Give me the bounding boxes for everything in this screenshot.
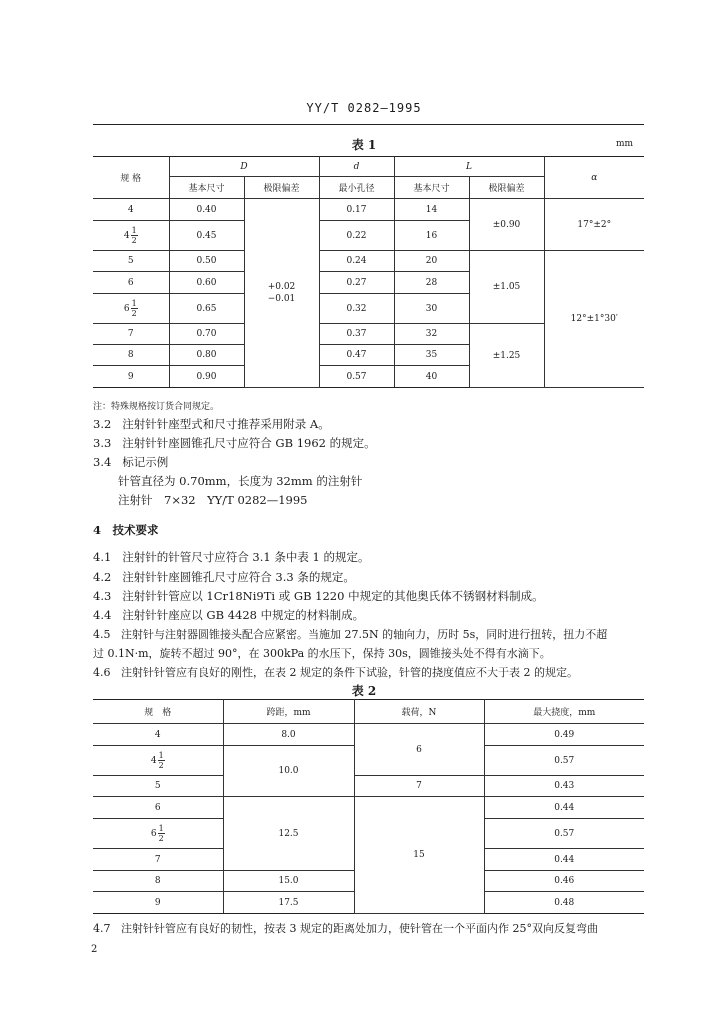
table2-header-spec: 规 格 <box>93 700 223 724</box>
table1-L-cell: 35 <box>394 345 469 366</box>
fraction-numerator: 1 <box>131 226 137 235</box>
table1-L-cell: 14 <box>394 199 469 221</box>
table1-header-d: d <box>319 157 394 177</box>
table1-d-cell: 0.24 <box>319 251 394 272</box>
table2-spec-cell: 5 <box>93 776 223 797</box>
clause-number: 3.4 <box>93 455 112 469</box>
table-row <box>93 776 644 797</box>
table1-header-d-min: 最小孔径 <box>319 177 394 199</box>
fraction-denominator: 2 <box>131 236 137 245</box>
table1-header-L: L <box>394 157 544 177</box>
clause-text: 注射针针管应以 1Cr18Ni9Ti 或 GB 1220 中规定的其他奥氏体不锈钢材料制成。 <box>122 589 544 603</box>
table2-spec-cell: 8 <box>93 871 223 892</box>
fraction-denominator: 2 <box>131 309 137 318</box>
table1-d-cell: 0.22 <box>319 221 394 251</box>
fraction-numerator: 1 <box>131 299 137 308</box>
table2-load-cell: 6 <box>354 724 484 776</box>
table-row <box>93 724 644 746</box>
page-number: 2 <box>91 944 98 955</box>
table-2 <box>93 699 644 914</box>
table2-span-cell: 12.5 <box>223 797 354 871</box>
spec-whole: 6 <box>123 304 130 314</box>
table2-header-span: 跨距，mm <box>223 700 354 724</box>
table1-D-cell: 0.65 <box>169 294 244 324</box>
table1-d-cell: 0.37 <box>319 324 394 345</box>
clause-text: 注射针针座型式和尺寸推荐采用附录 A。 <box>122 417 330 431</box>
clause-text: 注射针针管应有良好的刚性，在表 2 规定的条件下试验，针管的挠度值应不大于表 2 的规定。 <box>121 666 578 679</box>
table1-L-cell: 40 <box>394 366 469 388</box>
spec-whole: 6 <box>150 829 157 839</box>
table2-spec-cell <box>93 746 223 776</box>
table1-d-cell: 0.27 <box>319 272 394 294</box>
table2-spec-cell: 4 <box>93 724 223 746</box>
table-row <box>93 797 644 819</box>
clause-4-2 <box>93 569 355 585</box>
table2-deflection-cell: 0.44 <box>484 797 644 819</box>
table1-spec-cell: 9 <box>93 366 169 388</box>
clause-4-5 <box>93 626 607 642</box>
table-1 <box>93 156 644 388</box>
clause-number: 4.2 <box>93 570 112 584</box>
clause-number: 4.4 <box>93 608 112 622</box>
table2-deflection-cell: 0.44 <box>484 849 644 871</box>
spec-whole: 4 <box>150 756 157 766</box>
table2-caption: 表 2 <box>351 684 377 698</box>
table1-D-cell: 0.90 <box>169 366 244 388</box>
table1-L-cell: 20 <box>394 251 469 272</box>
fraction-numerator: 1 <box>158 824 164 833</box>
clause-text: 注射针针管应有良好的韧性，按表 3 规定的距离处加力，使针管在一个平面内作 25°双向反复弯曲 <box>121 922 598 935</box>
fraction-denominator: 2 <box>158 834 164 843</box>
table1-caption: 表 1 <box>351 138 377 152</box>
section-4-title: 4 技术要求 <box>93 523 159 537</box>
table1-L-tolerance: ±0.90 <box>469 199 544 251</box>
table1-spec-cell: 4 <box>93 199 169 221</box>
marking-example-2: 注射针 7×32 YY/T 0282—1995 <box>118 493 308 507</box>
clause-3-2 <box>93 416 330 432</box>
clause-4-3 <box>93 588 544 604</box>
table1-spec-cell: 6 <box>93 272 169 294</box>
table1-spec-cell <box>93 221 169 251</box>
table1-d-cell: 0.47 <box>319 345 394 366</box>
clause-number: 4.3 <box>93 589 112 603</box>
table1-d-cell: 0.17 <box>319 199 394 221</box>
spec-fraction <box>131 226 138 245</box>
table2-header-deflection: 最大挠度，mm <box>484 700 644 724</box>
clause-text: 标记示例 <box>122 455 169 469</box>
table2-header-load: 载荷，N <box>354 700 484 724</box>
table1-D-cell: 0.70 <box>169 324 244 345</box>
table1-header-alpha: α <box>544 157 644 199</box>
table2-load-cell: 7 <box>354 776 484 797</box>
clause-number: 4.5 <box>93 628 111 641</box>
standard-header: YY/T 0282—1995 <box>306 101 422 115</box>
spec-fraction <box>158 824 165 843</box>
table1-header-spec: 规 格 <box>93 157 169 199</box>
clause-3-4 <box>93 454 168 470</box>
table1-header-D-tol: 极限偏差 <box>244 177 319 199</box>
table1-d-cell: 0.32 <box>319 294 394 324</box>
table1-L-tolerance: ±1.25 <box>469 324 544 388</box>
clause-number: 4.1 <box>93 550 112 564</box>
table1-d-cell: 0.57 <box>319 366 394 388</box>
table2-span-cell: 10.0 <box>223 746 354 797</box>
table2-deflection-cell: 0.49 <box>484 724 644 746</box>
clause-text: 注射针针座应以 GB 4428 中规定的材料制成。 <box>122 608 365 622</box>
table2-spec-cell: 7 <box>93 849 223 871</box>
spec-whole: 4 <box>123 231 130 241</box>
table1-alpha: 17°±2° <box>544 199 644 251</box>
table1-header-D-basic: 基本尺寸 <box>169 177 244 199</box>
clause-4-1 <box>93 549 370 565</box>
table2-span-cell: 17.5 <box>223 892 354 914</box>
table2-deflection-cell: 0.46 <box>484 871 644 892</box>
table2-spec-cell <box>93 819 223 849</box>
clause-3-3 <box>93 435 376 451</box>
table1-spec-cell: 5 <box>93 251 169 272</box>
table1-header-L-tol: 极限偏差 <box>469 177 544 199</box>
table2-spec-cell: 9 <box>93 892 223 914</box>
table2-load-cell: 15 <box>354 797 484 914</box>
table2-spec-cell: 6 <box>93 797 223 819</box>
table1-header-L-basic: 基本尺寸 <box>394 177 469 199</box>
table2-span-cell: 8.0 <box>223 724 354 746</box>
clause-4-4 <box>93 607 364 623</box>
table-row <box>93 251 644 272</box>
clause-text: 注射针针座圆锥孔尺寸应符合 3.3 条的规定。 <box>122 570 355 584</box>
table-row <box>93 199 644 221</box>
table2-deflection-cell: 0.43 <box>484 776 644 797</box>
header-rule <box>93 124 644 125</box>
table1-L-cell: 32 <box>394 324 469 345</box>
clause-text: 注射针的针管尺寸应符合 3.1 条中表 1 的规定。 <box>122 550 370 564</box>
table2-deflection-cell: 0.57 <box>484 819 644 849</box>
table1-D-cell: 0.80 <box>169 345 244 366</box>
clause-number: 3.3 <box>93 436 112 450</box>
table1-L-cell: 30 <box>394 294 469 324</box>
clause-number: 3.2 <box>93 417 112 431</box>
table1-D-cell: 0.45 <box>169 221 244 251</box>
clause-text: 注射针针座圆锥孔尺寸应符合 GB 1962 的规定。 <box>122 436 376 450</box>
fraction-numerator: 1 <box>158 751 164 760</box>
table1-note: 注：特殊规格按订货合同规定。 <box>93 402 220 412</box>
marking-example-1: 针管直径为 0.70mm，长度为 32mm 的注射针 <box>118 474 363 488</box>
clause-number: 4.7 <box>93 922 111 935</box>
table1-unit: mm <box>616 139 634 149</box>
spec-fraction <box>158 751 165 770</box>
table1-D-cell: 0.50 <box>169 251 244 272</box>
D-tol-upper: +0.02 <box>267 282 296 292</box>
D-tol-lower: −0.01 <box>267 294 296 304</box>
table2-span-cell: 15.0 <box>223 871 354 892</box>
fraction-denominator: 2 <box>158 761 164 770</box>
table2-deflection-cell: 0.48 <box>484 892 644 914</box>
table1-spec-cell <box>93 294 169 324</box>
table1-D-cell: 0.40 <box>169 199 244 221</box>
table2-deflection-cell: 0.57 <box>484 746 644 776</box>
clause-text: 注射针与注射器圆锥接头配合应紧密。当施加 27.5N 的轴向力，历时 5s，同时进行扭转，扭力不超 <box>121 628 608 641</box>
table1-L-cell: 16 <box>394 221 469 251</box>
table1-D-cell: 0.60 <box>169 272 244 294</box>
table1-spec-cell: 7 <box>93 324 169 345</box>
table1-L-tolerance: ±1.05 <box>469 251 544 324</box>
table1-D-tolerance <box>244 199 319 388</box>
table1-header-D: D <box>169 157 319 177</box>
clause-number: 4.6 <box>93 666 111 679</box>
table1-L-cell: 28 <box>394 272 469 294</box>
clause-4-5-continued: 过 0.1N·m，旋转不超过 90°，在 300kPa 的水压下，保持 30s，圆锥接头处不得有水滴下。 <box>93 647 551 660</box>
table1-alpha: 12°±1°30′ <box>544 251 644 388</box>
spec-fraction <box>131 299 138 318</box>
clause-4-6 <box>93 664 578 680</box>
clause-4-7 <box>93 920 598 936</box>
table1-spec-cell: 8 <box>93 345 169 366</box>
